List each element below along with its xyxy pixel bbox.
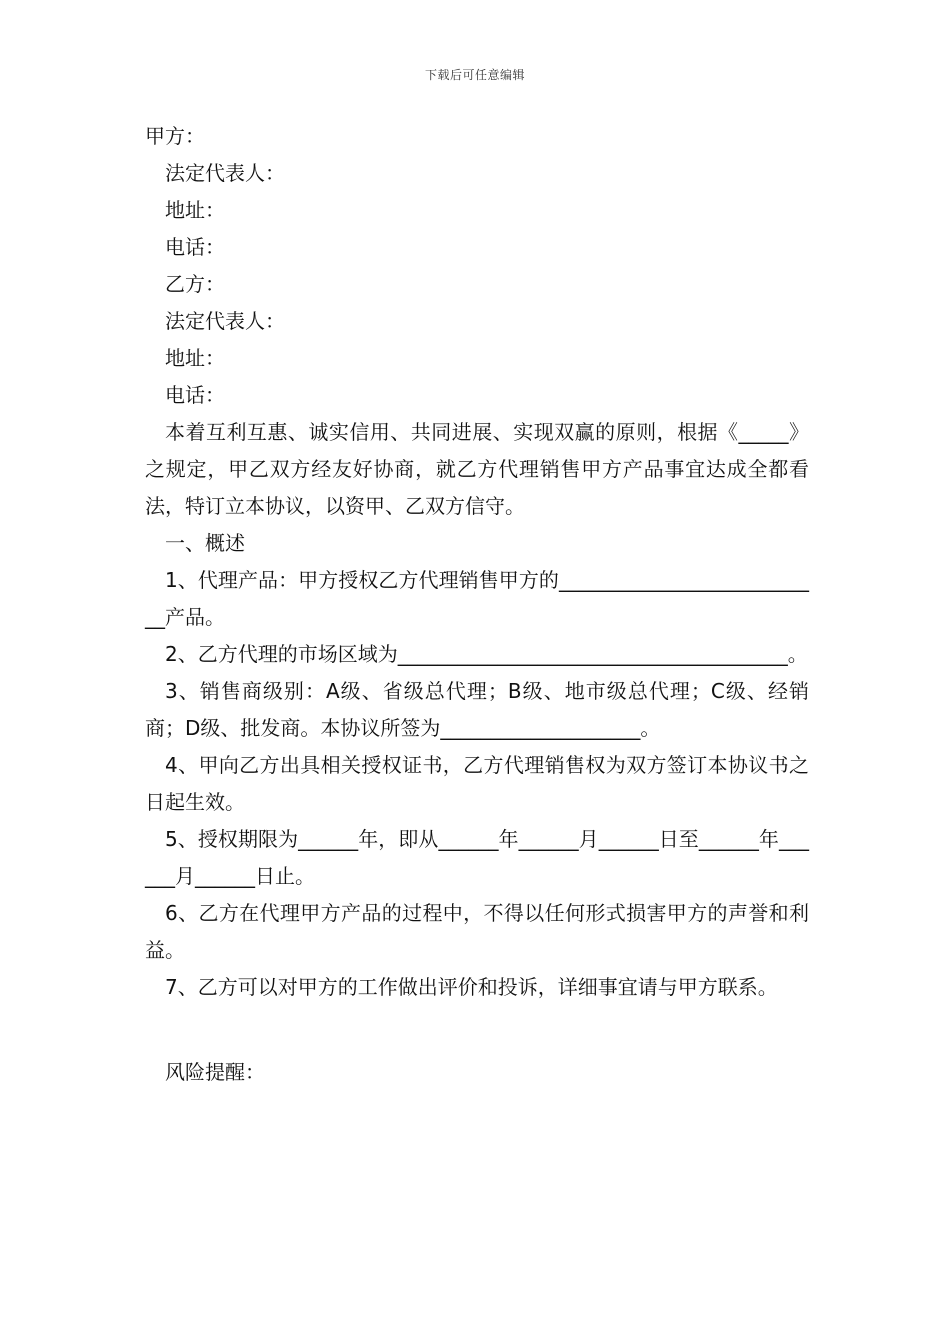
clause-5: 5、授权期限为______年，即从______年______月______日至______年______月______日止。 (145, 827, 809, 888)
clause-1: 1、代理产品：甲方授权乙方代理销售甲方的___________________________产品。 (145, 568, 809, 629)
spacer (145, 1006, 809, 1054)
intro-paragraph: 本着互利互惠、诚实信用、共同进展、实现双赢的原则，根据《_____》之规定，甲乙双方经友好协商，就乙方代理销售甲方产品事宜达成全都看法，特订立本协议，以资甲、乙双方信守。 (145, 420, 809, 518)
party-a-address: 地址： (165, 198, 225, 222)
clause-2: 2、乙方代理的市场区域为_______________________________________。 (165, 642, 808, 666)
contract-body (145, 118, 809, 1091)
party-b-address: 地址： (165, 346, 225, 370)
section-heading-overview: 一、概述 (165, 531, 245, 555)
party-b-label: 乙方： (165, 272, 225, 296)
party-b-phone: 电话： (165, 383, 225, 407)
risk-heading: 风险提醒： (165, 1060, 265, 1084)
clause-4: 4、甲向乙方出具相关授权证书，乙方代理销售权为双方签订本协议书之日起生效。 (145, 753, 809, 814)
header-note: 下载后可任意编辑 (424, 68, 525, 82)
party-a-label: 甲方： (145, 124, 205, 148)
party-a-phone: 电话： (165, 235, 225, 259)
party-a-representative: 法定代表人： (165, 161, 285, 185)
clause-3: 3、销售商级别：A级、省级总代理；B级、地市级总代理；C级、经销商；D级、批发商。本协议所签为____________________。 (145, 679, 809, 740)
clause-7: 7、乙方可以对甲方的工作做出评价和投诉，详细事宜请与甲方联系。 (165, 975, 778, 999)
party-b-representative: 法定代表人： (165, 309, 285, 333)
clause-6: 6、乙方在代理甲方产品的过程中，不得以任何形式损害甲方的声誉和利益。 (145, 901, 809, 962)
